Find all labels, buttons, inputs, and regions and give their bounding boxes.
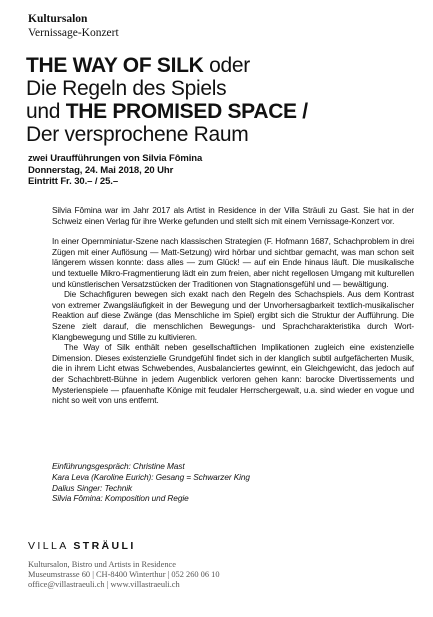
- event-subtitle: zwei Uraufführungen von Silvia Fômina: [28, 153, 203, 164]
- footer-address: Museumstrasse 60 | CH-8400 Winterthur | 052 260 06 10: [28, 570, 220, 580]
- credit-line: Einführungsgespräch: Christine Mast: [52, 461, 185, 471]
- paragraph-2: In einer Opernminiatur-Szene nach klassischen Strategien (F. Hofmann 1687, Schachproblem in drei Zügen mit einer Auflösung — Matt-Setzung) wird hörbar und sichtbar gemacht, was man schon seit längerem wissen konnte: dass alles — zum Glück! — auf ein Ende hinaus läuft. Die musikalische und textuelle Mikro-Fragmentierung lädt ein zum freien, aber nicht regellosen Umgang mit kulturellen und künstlerischen Versatzstücken der Traditionen von Stagnationsgefühl und — bewältigung.: [52, 236, 414, 289]
- credit-line: Dalius Singer: Technik: [52, 482, 133, 493]
- title-promised-space: THE PROMISED SPACE /: [65, 100, 308, 123]
- title-line-1: [26, 54, 426, 77]
- event-admission: Eintritt Fr. 30.– / 25.–: [28, 176, 118, 187]
- logo-name: STRÄULI: [73, 540, 136, 552]
- credit-line: Kara Leva (Karoline Eurich): Gesang = Schwarzer King: [52, 471, 250, 482]
- title-line-2: Die Regeln des Spiels: [26, 77, 227, 100]
- event-title: [26, 54, 426, 146]
- credit-line: Silvia Fômina: Komposition und Regie: [52, 493, 189, 504]
- paragraph-3: Die Schachfiguren bewegen sich exakt nach den Regeln des Schachspiels. Aus dem Kontrast von extremer Zwangsläufigkeit in der Bewegung und der Unvorhersagbarkeit textlich-musikalischer Reaktion auf diese Zwänge (das Menschliche im Spiel) ergibt sich die Struktur der Aufführung. Die Szene zielt darauf, die menschlichen Bewegungs- und Sprachcharakteristika durch Wort-Klangbewegung und Stille zu kultivieren.: [52, 289, 414, 342]
- org-line-1: Kultursalon: [28, 13, 88, 25]
- event-details: [28, 153, 202, 188]
- title-oder: oder: [203, 54, 250, 77]
- paragraph-1: Silvia Fômina war im Jahr 2017 als Artist in Residence in der Villa Sträuli zu Gast. Sie hat in der Schweiz einen Verlag für ihre Werke gefunden und stellt sich mit einem Vernissage-Konzert vor.: [52, 205, 414, 226]
- footer-tagline: Kultursalon, Bistro und Artists in Residence: [28, 560, 176, 569]
- event-date: Donnerstag, 24. Mai 2018, 20 Uhr: [28, 164, 174, 176]
- footer-contact: [28, 560, 220, 591]
- title-way-of-silk: THE WAY OF SILK: [26, 54, 204, 77]
- title-und: und: [26, 100, 66, 123]
- title-line-4: Der versprochene Raum: [26, 123, 249, 146]
- description-text: [52, 205, 414, 406]
- organizer-header: [28, 12, 119, 40]
- logo-prefix: VILLA: [28, 540, 69, 552]
- villa-straeuli-logo: [28, 540, 136, 552]
- title-line-3: [26, 100, 426, 123]
- footer-contact-line: office@villastraeuli.ch | www.villastraeuli.ch: [28, 580, 180, 590]
- paragraph-4: The Way of Silk enthält neben gesellschaftlichen Implikationen zugleich eine existenzielle Dimension. Dieses existenzielle Grundgefühl findet sich in der klanglich subtil aufgefächerten Musik, die in ihrem Licht etwas Schwebendes, Ausbalanciertes gewinnt, ein Gleichgewicht, das jedoch auf der Schachbrett-Bühne in jedem Augenblick verloren gehen kann: barocke Divertissements und Mysterienspiele — pfauenhafte Könige mit feudaler Herrschergewalt, u.a. sind wieder en vogue und nicht so weit von uns entfernt.: [52, 342, 414, 406]
- credits-list: [52, 461, 250, 504]
- org-line-2: Vernissage-Konzert: [28, 27, 119, 39]
